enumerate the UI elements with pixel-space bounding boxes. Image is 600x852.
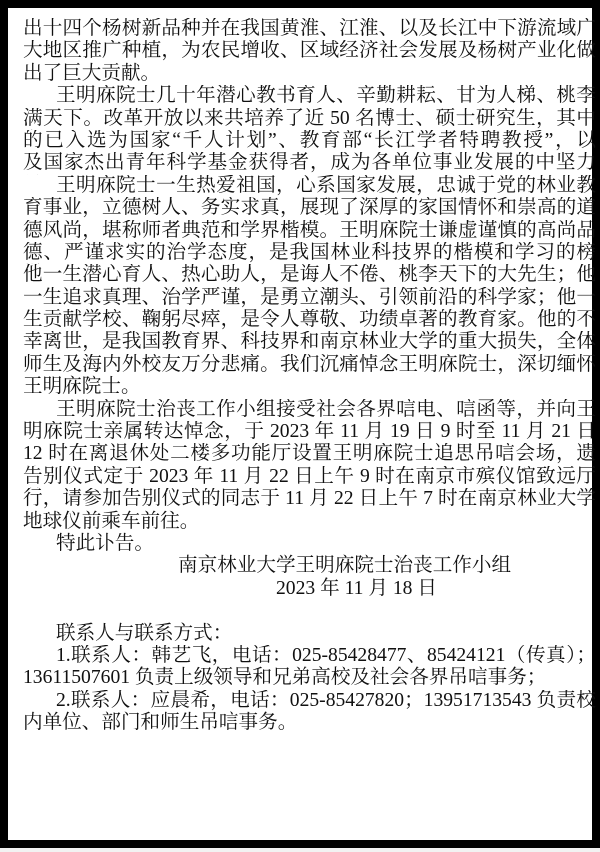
text-line: 德、严谨求实的治学态度，是我国林业科技界的楷模和学习的榜 xyxy=(23,241,596,263)
text-line: 出十四个杨树新品种并在我国黄淮、江淮、以及长江中下游流域广 xyxy=(23,18,596,39)
text-line: 告别仪式定于 2023 年 11 月 22 日上午 9 时在南京市殡仪馆致远厅 xyxy=(23,465,596,487)
text-line: 12 时在离退休处二楼多功能厅设置王明庥院士追思吊唁会场，遗 xyxy=(23,443,596,465)
text-line: 王明庥院士。 xyxy=(23,376,141,398)
text-line: 行，请参加告别仪式的同志于 11 月 22 日上午 7 时在南京林业大学 xyxy=(23,488,596,510)
text-line: 他一生潜心育人、热心助人，是诲人不倦、桃李天下的大先生；他 xyxy=(23,264,596,286)
text-line: 及国家杰出青年科学基金获得者，成为各单位事业发展的中坚力 xyxy=(23,152,596,174)
text-line: 满天下。改革开放以来共培养了近 50 名博士、硕士研究生，其中 xyxy=(23,107,596,129)
contact-line: 内单位、部门和师生吊唁事务。 xyxy=(23,712,298,734)
closing-line: 特此讣告。 xyxy=(56,532,154,554)
contact-line: 13611507601 负责上级领导和兄弟高校及社会各界吊唁事务； xyxy=(23,667,547,689)
text-line: 王明庥院士治丧工作小组接受社会各界唁电、唁函等，并向王 xyxy=(56,398,596,420)
text-line: 德风尚，堪称师者典范和学界楷模。王明庥院士谦虚谨慎的高尚品 xyxy=(23,219,596,241)
text-line: 生贡献学校、鞠躬尽瘁，是令人尊敬、功绩卓著的教育家。他的不 xyxy=(23,309,596,331)
text-line: 的已入选为国家“千人计划”、教育部“长江学者特聘教授”，以 xyxy=(23,129,596,151)
signature-date: 2023 年 11 月 18 日 xyxy=(276,577,437,599)
text-line: 地球仪前乘车前往。 xyxy=(23,510,200,532)
text-line: 育事业，立德树人、务实求真，展现了深厚的家国情怀和崇高的道 xyxy=(23,197,596,219)
text-line: 王明庥院士几十年潜心教书育人、辛勤耕耘、甘为人梯、桃李 xyxy=(56,85,596,107)
text-line: 明庥院士亲属转达悼念，于 2023 年 11 月 19 日 9 时至 11 月 21 日 xyxy=(23,421,596,443)
text-line: 幸离世，是我国教育界、科技界和南京林业大学的重大损失，全体 xyxy=(23,331,596,353)
contact-line: 1.联系人：韩艺飞，电话：025-85428477、85424121（传真）； xyxy=(56,644,596,666)
text-line: 一生追求真理、治学严谨，是勇立潮头、引领前沿的科学家；他一 xyxy=(23,286,596,308)
text-line: 王明庥院士一生热爱祖国，心系国家发展，忠诚于党的林业教 xyxy=(56,174,596,196)
text-line: 师生及海内外校友万分悲痛。我们沉痛悼念王明庥院士，深切缅怀 xyxy=(23,353,596,375)
text-line: 大地区推广种植，为农民增收、区域经济社会发展及杨树产业化做 xyxy=(23,40,596,62)
signature-organization: 南京林业大学王明庥院士治丧工作小组 xyxy=(178,555,512,577)
spacer xyxy=(23,600,596,622)
contacts-heading: 联系人与联系方式： xyxy=(56,622,233,644)
text-line: 出了巨大贡献。 xyxy=(23,62,161,84)
contact-line: 2.联系人：应晨希，电话：025-85427820；13951713543 负责校 xyxy=(56,689,596,711)
obituary-text xyxy=(23,18,596,735)
